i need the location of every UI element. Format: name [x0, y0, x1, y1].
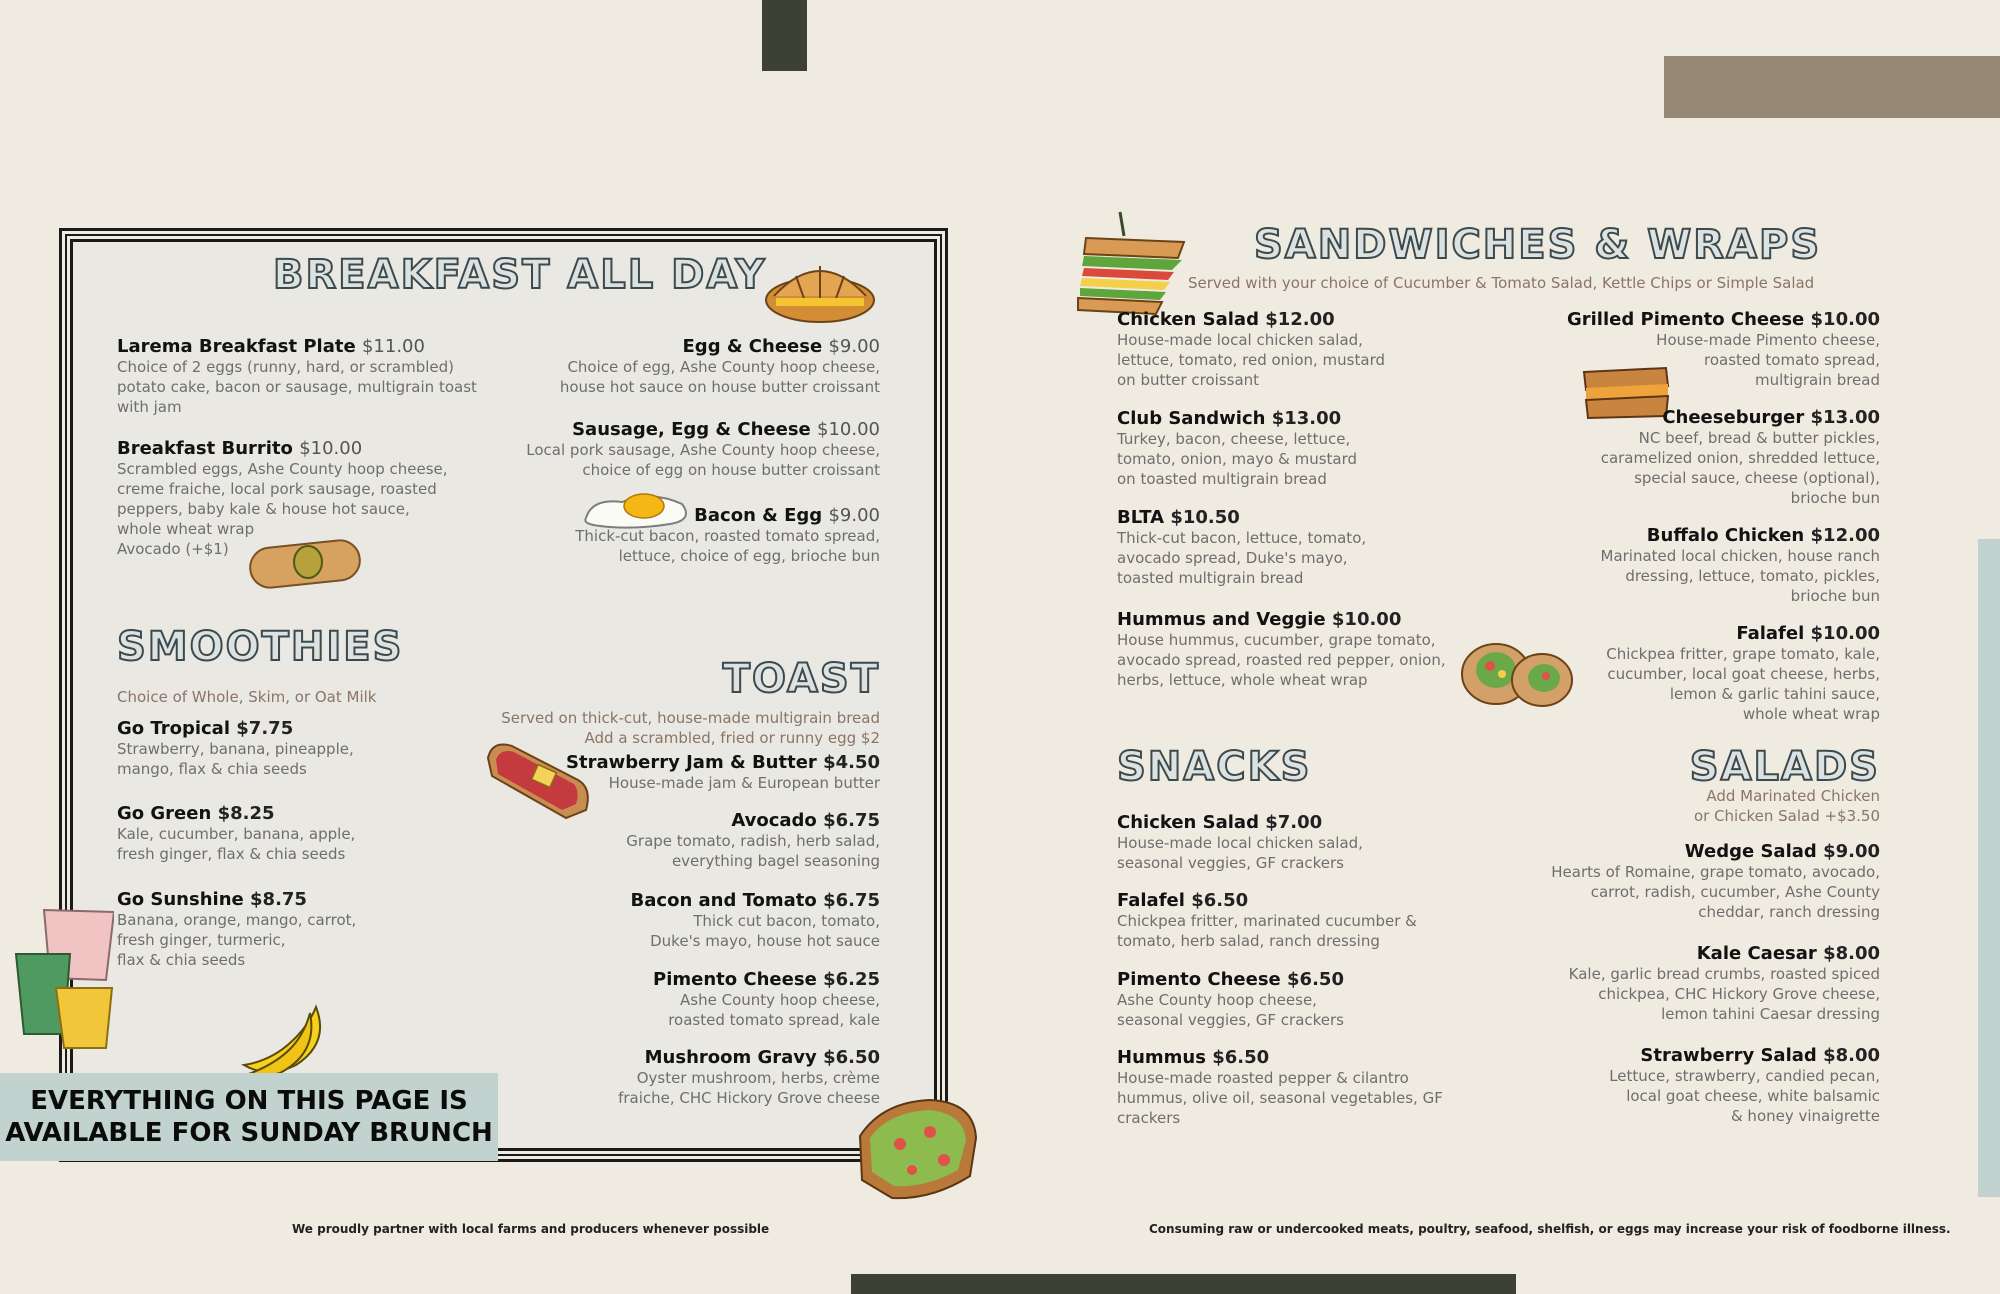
smoothie-cups-icon [10, 906, 114, 1052]
smoothies-heading: SMOOTHIES [117, 624, 404, 670]
sandwich-item-falafel: Falafel $10.00 Chickpea fritter, grape tomato, kale, cucumber, local goat cheese, herbs, lemon & garlic tahini sauce, whole wheat wrap [1606, 623, 1880, 723]
sandwich-item-grilled-pimento: Grilled Pimento Cheese $10.00 House-made Pimento cheese, roasted tomato spread, multigrain bread [1566, 309, 1880, 389]
top-dark-bar [762, 0, 807, 71]
smoothie-item-tropical: Go Tropical $7.75 Strawberry, banana, pineapple, mango, flax & chia seeds [117, 718, 354, 778]
toast-heading: TOAST [722, 656, 880, 702]
sandwich-item-buffalo-chicken: Buffalo Chicken $12.00 Marinated local chicken, house ranch dressing, lettuce, tomato, pickles, brioche bun [1600, 525, 1880, 605]
salads-note: Add Marinated Chicken or Chicken Salad +$3.50 [1693, 787, 1880, 825]
toast-item-strawberry-jam: Strawberry Jam & Butter $4.50 House-made jam & European butter [566, 752, 880, 792]
snack-item-hummus: Hummus $6.50 House-made roasted pepper & cilantro hummus, olive oil, seasonal vegetables, GF crackers [1117, 1047, 1443, 1127]
sandwich-item-cheeseburger: Cheeseburger $13.00 NC beef, bread & butter pickles, caramelized onion, shredded lettuce, special sauce, cheese (optional), brioche bun [1600, 407, 1880, 507]
snack-item-pimento-cheese: Pimento Cheese $6.50 Ashe County hoop cheese, seasonal veggies, GF crackers [1117, 969, 1344, 1029]
bananas-icon [240, 1003, 328, 1079]
toast-item-mushroom-gravy: Mushroom Gravy $6.50 Oyster mushroom, herbs, crème fraiche, CHC Hickory Grove cheese [618, 1047, 880, 1107]
right-sage-bar [1978, 539, 2000, 1197]
breakfast-heading: BREAKFAST ALL DAY [273, 252, 767, 298]
sandwich-item-chicken-salad: Chicken Salad $12.00 House-made local chicken salad, lettuce, tomato, red onion, mustard on butter croissant [1117, 309, 1385, 389]
breakfast-item-bacon-egg: Bacon & Egg $9.00 Thick-cut bacon, roasted tomato spread, lettuce, choice of egg, brioche bun [575, 505, 880, 565]
snack-item-chicken-salad: Chicken Salad $7.00 House-made local chicken salad, seasonal veggies, GF crackers [1117, 812, 1363, 872]
smoothie-item-green: Go Green $8.25 Kale, cucumber, banana, apple, fresh ginger, flax & chia seeds [117, 803, 356, 863]
smoothies-note: Choice of Whole, Skim, or Oat Milk [117, 688, 377, 706]
bottom-dark-bar [851, 1274, 1516, 1294]
sunday-brunch-banner: EVERYTHING ON THIS PAGE IS AVAILABLE FOR SUNDAY BRUNCH [0, 1073, 498, 1161]
toast-note: Served on thick-cut, house-made multigrain bread Add a scrambled, fried or runny egg $2 [501, 709, 880, 747]
snack-item-falafel: Falafel $6.50 Chickpea fritter, marinated cucumber & tomato, herb salad, ranch dressing [1117, 890, 1417, 950]
snacks-heading: SNACKS [1117, 744, 1312, 790]
salad-item-wedge: Wedge Salad $9.00 Hearts of Romaine, grape tomato, avocado, carrot, radish, cucumber, Ashe County cheddar, ranch dressing [1551, 841, 1880, 921]
salad-item-strawberry: Strawberry Salad $8.00 Lettuce, strawberry, candied pecan, local goat cheese, white balsamic & honey vinaigrette [1609, 1045, 1880, 1125]
breakfast-item-egg-cheese: Egg & Cheese $9.00 Choice of egg, Ashe County hoop cheese, house hot sauce on house butter croissant [559, 336, 880, 396]
sandwiches-heading: SANDWICHES & WRAPS [1254, 222, 1822, 268]
toast-item-bacon-tomato: Bacon and Tomato $6.75 Thick cut bacon, tomato, Duke's mayo, house hot sauce [630, 890, 880, 950]
breakfast-item-sausage-egg-cheese: Sausage, Egg & Cheese $10.00 Local pork sausage, Ashe County hoop cheese, choice of egg on house butter croissant [526, 419, 880, 479]
salad-item-kale-caesar: Kale Caesar $8.00 Kale, garlic bread crumbs, roasted spiced chickpea, CHC Hickory Grove cheese, lemon tahini Caesar dressing [1568, 943, 1880, 1023]
burrito-icon [244, 534, 366, 594]
croissant-icon [762, 252, 878, 330]
sandwiches-note: Served with your choice of Cucumber & Tomato Salad, Kettle Chips or Simple Salad [1188, 274, 1815, 292]
salads-heading: SALADS [1689, 744, 1880, 790]
breakfast-item-larema: Larema Breakfast Plate $11.00 Choice of 2 eggs (runny, hard, or scrambled) potato cake, bacon or sausage, multigrain toast with jam [117, 336, 477, 416]
sandwich-item-hummus-veggie: Hummus and Veggie $10.00 House hummus, cucumber, grape tomato, avocado spread, roasted red pepper, onion, herbs, lettuce, whole wheat wrap [1117, 609, 1446, 689]
smoothie-item-sunshine: Go Sunshine $8.75 Banana, orange, mango, carrot, fresh ginger, turmeric, flax & chia seeds [117, 889, 357, 969]
breakfast-item-burrito: Breakfast Burrito $10.00 Scrambled eggs, Ashe County hoop cheese, creme fraiche, local pork sausage, roasted peppers, baby kale & house hot sauce, whole wheat wrap Avocado (+$1) [117, 438, 448, 558]
footer-partner-note: We proudly partner with local farms and producers whenever possible [292, 1222, 770, 1236]
top-right-taupe-bar [1664, 56, 2000, 118]
club-sandwich-icon [1074, 208, 1196, 318]
sandwich-item-blta: BLTA $10.50 Thick-cut bacon, lettuce, tomato, avocado spread, Duke's mayo, toasted multigrain bread [1117, 507, 1367, 587]
footer-food-safety-note: Consuming raw or undercooked meats, poultry, seafood, shelfish, or eggs may increase your risk of foodborne illness. [1149, 1222, 1951, 1236]
sandwich-item-club: Club Sandwich $13.00 Turkey, bacon, cheese, lettuce, tomato, onion, mayo & mustard on toasted multigrain bread [1117, 408, 1358, 488]
toast-item-pimento-cheese: Pimento Cheese $6.25 Ashe County hoop cheese, roasted tomato spread, kale [653, 969, 880, 1029]
toast-item-avocado: Avocado $6.75 Grape tomato, radish, herb salad, everything bagel seasoning [626, 810, 880, 870]
avocado-toast-icon [852, 1092, 984, 1204]
